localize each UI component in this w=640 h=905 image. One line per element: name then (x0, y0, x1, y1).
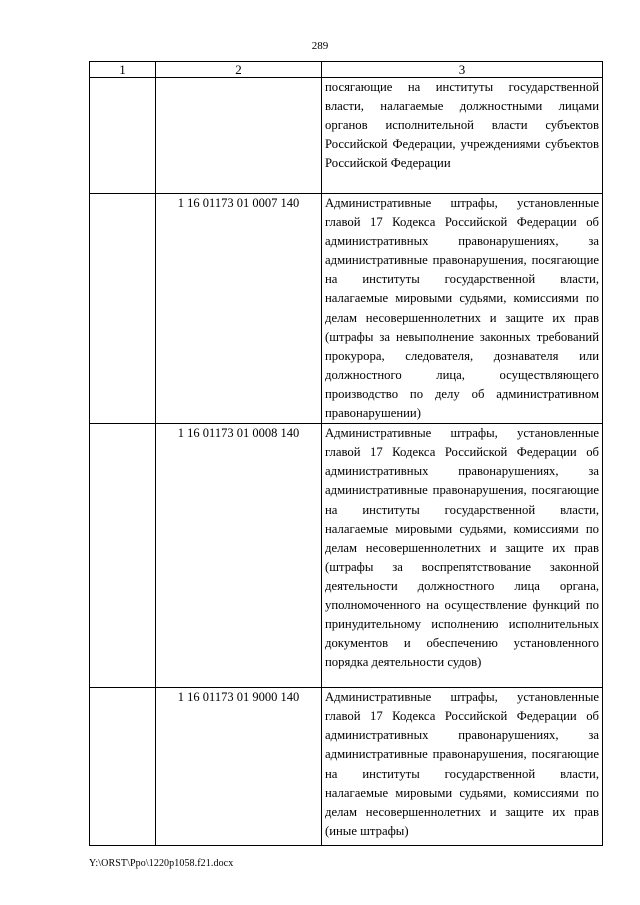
row-col1-cell (90, 688, 156, 846)
table-row (90, 194, 603, 424)
row-code-cell (156, 78, 322, 194)
table-row (90, 688, 603, 846)
row-col1-cell (90, 78, 156, 194)
table-row (90, 424, 603, 688)
row-col1-cell (90, 424, 156, 688)
budget-codes-table (89, 61, 603, 846)
row-code-cell: 1 16 01173 01 0007 140 (156, 194, 322, 424)
column-header-1: 1 (90, 62, 156, 78)
table-header-row (90, 62, 603, 78)
column-header-2: 2 (156, 62, 322, 78)
row-col1-cell (90, 194, 156, 424)
page-number: 289 (311, 40, 329, 52)
row-code-cell: 1 16 01173 01 0008 140 (156, 424, 322, 688)
column-header-3: 3 (322, 62, 603, 78)
table-row (90, 78, 603, 194)
row-description-cell: посягающие на институты государственной власти, налагаемые должностными лицами органов исполнительной власти субъектов Российской Федерации, учреждениями субъектов Российской Федерации (322, 78, 603, 194)
row-description-cell: Административные штрафы, установленные главой 17 Кодекса Российской Федерации об административных правонарушениях, за административные правонарушения, посягающие на институты государственной власти, налагаемые мировыми судьями, комиссиями по делам несовершеннолетних и защите их прав (иные штрафы) (322, 688, 603, 846)
row-description-cell: Административные штрафы, установленные главой 17 Кодекса Российской Федерации об административных правонарушениях, за административные правонарушения, посягающие на институты государственной власти, налагаемые мировыми судьями, комиссиями по делам несовершеннолетних и защите их прав (штрафы за невыполнение законных требований прокурора, следователя, дознавателя или должностного лица, осуществляющего производство по делу об административном правонарушении) (322, 194, 603, 424)
file-path-footer: Y:\ORST\Ppo\1220p1058.f21.docx (89, 858, 234, 869)
row-code-cell: 1 16 01173 01 9000 140 (156, 688, 322, 846)
row-description-cell: Административные штрафы, установленные главой 17 Кодекса Российской Федерации об административных правонарушениях, за административные правонарушения, посягающие на институты государственной власти, налагаемые мировыми судьями, комиссиями по делам несовершеннолетних и защите их прав (штрафы за воспрепятствование законной деятельности должностного лица органа, уполномоченного на осуществление функций по принудительному исполнению исполнительных документов и обеспечению установленного порядка деятельности судов) (322, 424, 603, 688)
